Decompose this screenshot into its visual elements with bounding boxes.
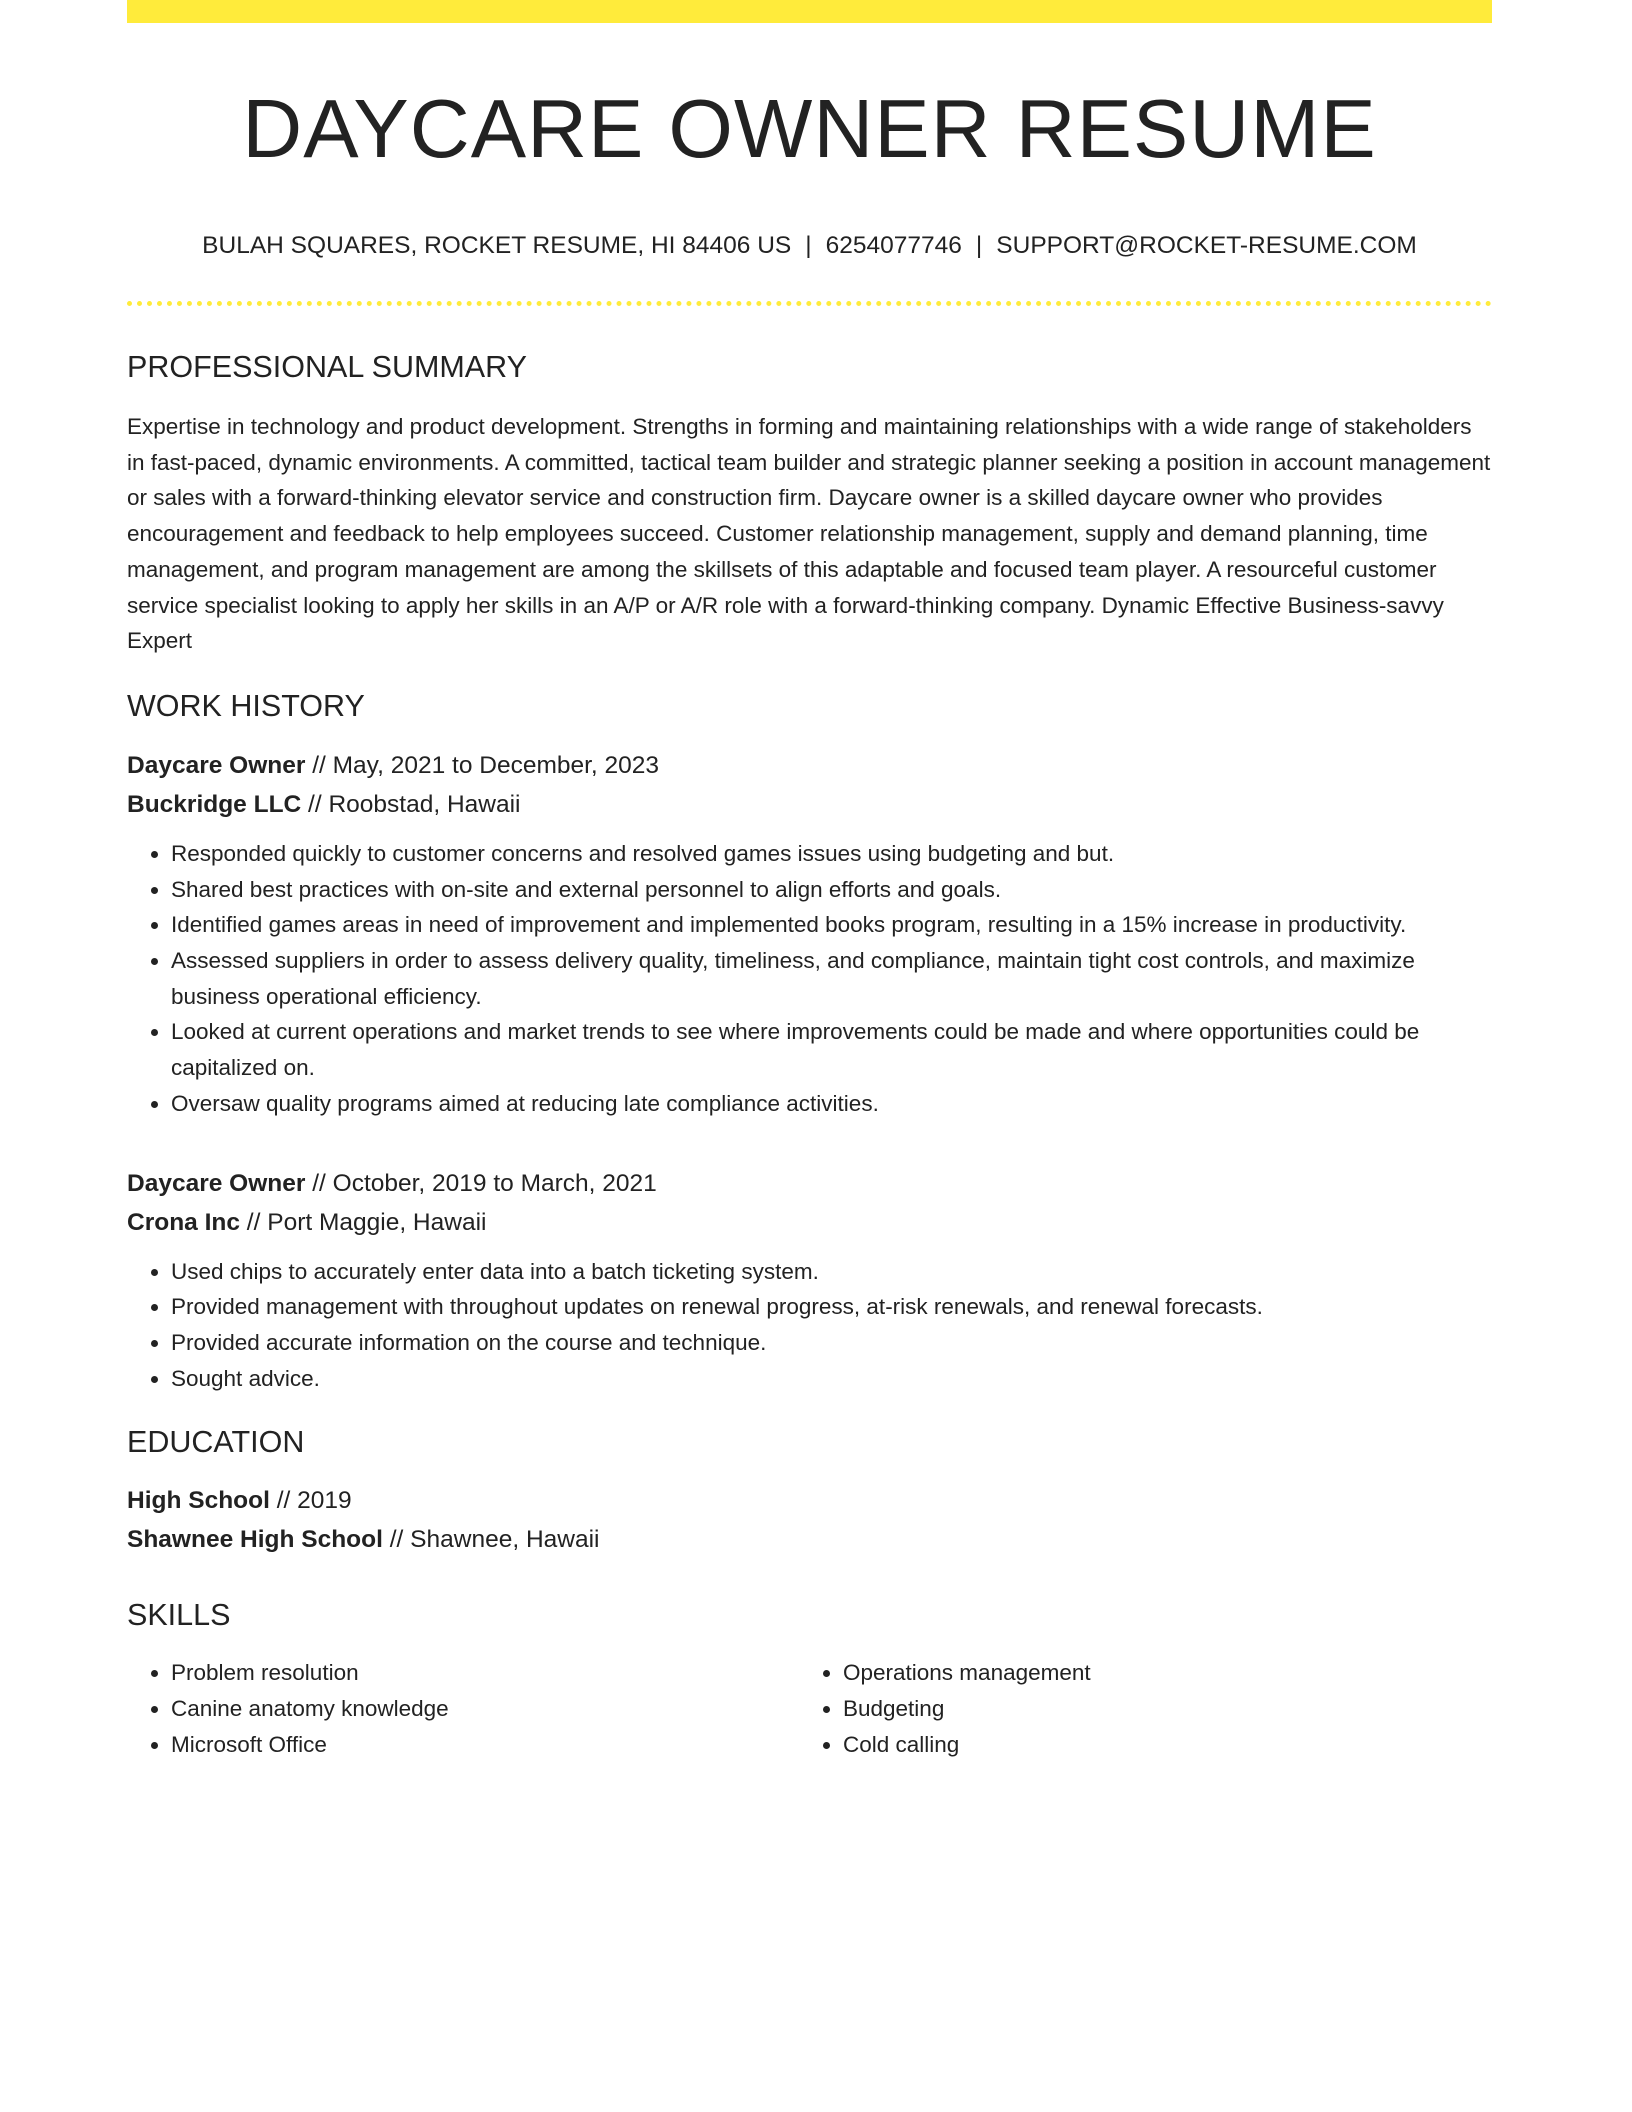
education-entry: [127, 1481, 1492, 1559]
contact-phone: 6254077746: [825, 232, 962, 259]
skill-item: • Cold calling: [843, 1727, 1471, 1763]
job-bullet: • Shared best practices with on-site and external personnel to align efforts and goals.: [171, 872, 1492, 908]
education-heading: EDUCATION: [127, 1425, 305, 1460]
skill-item: • Canine anatomy knowledge: [171, 1691, 799, 1727]
job-bullet: • Looked at current operations and market trends to see where improvements could be made and where opportunities could be capitalized on.: [171, 1014, 1492, 1085]
job-bullet: • Responded quickly to customer concerns and resolved games issues using budgeting and but.: [171, 836, 1492, 872]
job-bullets: [127, 1254, 1492, 1397]
job-dates: // May, 2021 to December, 2023: [305, 751, 660, 779]
job-role-line: [127, 1164, 1492, 1203]
job-dates: // October, 2019 to March, 2021: [305, 1169, 657, 1197]
job-entry: [127, 746, 1492, 1122]
job-entry: [127, 1164, 1492, 1397]
skills-column-right: [799, 1655, 1471, 1762]
job-role-line: [127, 746, 1492, 785]
contact-separator: |: [805, 232, 812, 259]
job-bullet: • Oversaw quality programs aimed at reducing late compliance activities.: [171, 1086, 1492, 1122]
accent-top-bar: [127, 0, 1492, 23]
job-bullet: • Sought advice.: [171, 1361, 1492, 1397]
contact-address: BULAH SQUARES, ROCKET RESUME, HI 84406 US: [202, 232, 792, 259]
skills-heading: SKILLS: [127, 1598, 231, 1633]
job-location: // Roobstad, Hawaii: [301, 790, 521, 818]
job-bullets: [127, 836, 1492, 1122]
contact-line: [127, 231, 1492, 261]
education-year: // 2019: [269, 1487, 352, 1515]
contact-email[interactable]: SUPPORT@ROCKET-RESUME.COM: [996, 232, 1417, 259]
job-role: Daycare Owner: [127, 751, 306, 779]
resume-page: [127, 0, 1492, 2112]
job-role: Daycare Owner: [127, 1169, 306, 1197]
job-bullet: • Provided accurate information on the course and technique.: [171, 1325, 1492, 1361]
education-location: // Shawnee, Hawaii: [382, 1526, 600, 1554]
education-school-line: [127, 1520, 1492, 1559]
skills-list: [127, 1655, 1492, 1762]
job-bullet: • Identified games areas in need of improvement and implemented books program, resulting in a 15% increase in productivity.: [171, 907, 1492, 943]
contact-separator: |: [975, 232, 983, 259]
summary-heading: PROFESSIONAL SUMMARY: [127, 350, 527, 384]
job-company-line: [127, 1203, 1492, 1242]
dotted-divider: [127, 301, 1492, 306]
summary-text: Expertise in technology and product development. Strengths in forming and maintaining relationships with a wide range of stakeholders in fast-paced, dynamic environments. A committed, tactical team builder and strategic planner seeking a position in account management or sales with a forward-thinking elevator service and construction firm. Daycare owner is a skilled daycare owner who provides encouragement and feedback to help employees succeed. Customer relationship management, supply and demand planning, time management, and program management are among the skillsets of this adaptable and focused team player. A resourceful customer service specialist looking to apply her skills in an A/P or A/R role with a forward-thinking company. Dynamic Effective Business-savvy Expert: [127, 414, 1491, 654]
resume-title: DAYCARE OWNER RESUME: [242, 82, 1377, 175]
job-bullet: • Provided management with throughout updates on renewal progress, at-risk renewals, and renewal forecasts.: [171, 1289, 1492, 1325]
work-history-heading: WORK HISTORY: [127, 688, 365, 723]
job-company: Crona Inc: [127, 1208, 240, 1236]
education-degree: High School: [127, 1487, 270, 1515]
job-company-line: [127, 785, 1492, 824]
job-bullet: • Used chips to accurately enter data into a batch ticketing system.: [171, 1254, 1492, 1290]
job-company: Buckridge LLC: [127, 790, 302, 818]
education-school: Shawnee High School: [127, 1526, 383, 1554]
skill-item: • Budgeting: [843, 1691, 1471, 1727]
education-degree-line: [127, 1481, 1492, 1520]
skill-item: • Problem resolution: [171, 1655, 799, 1691]
skills-column-left: [127, 1655, 799, 1762]
skill-item: • Operations management: [843, 1655, 1471, 1691]
job-location: // Port Maggie, Hawaii: [240, 1208, 487, 1236]
skill-item: • Microsoft Office: [171, 1727, 799, 1763]
job-bullet: • Assessed suppliers in order to assess delivery quality, timeliness, and compliance, maintain tight cost controls, and maximize business operational efficiency.: [171, 943, 1492, 1014]
